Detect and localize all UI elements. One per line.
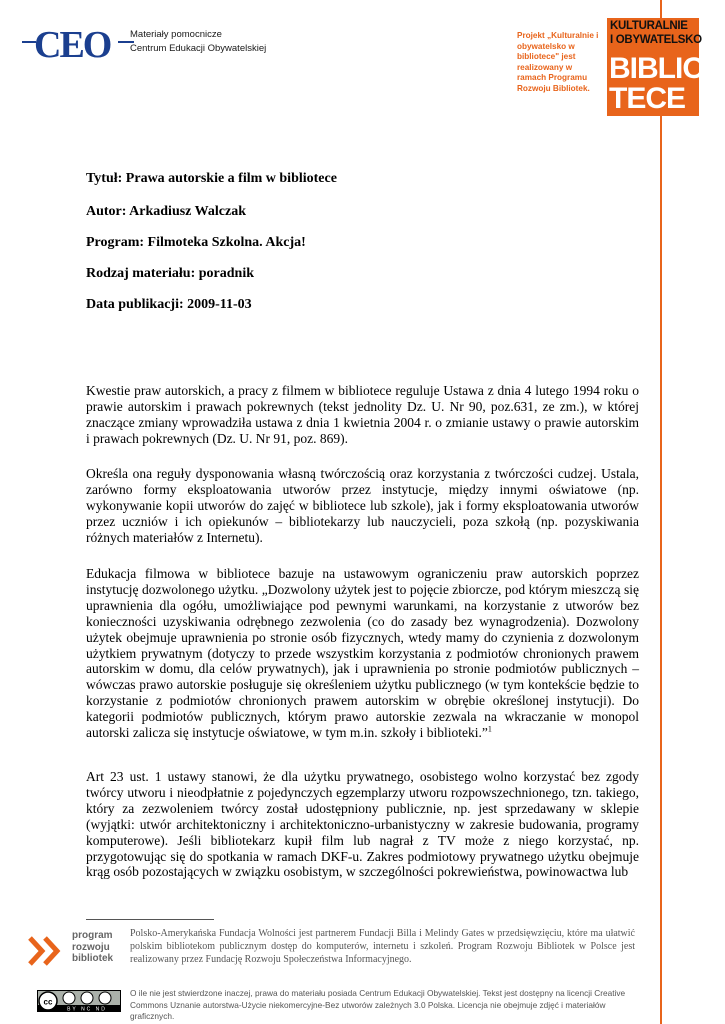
paragraph-3 [86, 566, 639, 741]
cc-label: BY NC ND [67, 1006, 107, 1013]
badge-line2: I OBYWATELSKO [610, 34, 702, 46]
paragraph-4 [86, 769, 639, 880]
paragraph-2-text: Określa ona reguły dysponowania własną twórczością oraz korzystania z twórczości cudzej. Ustala, zarówno formy eksploatowania utworów przez instytucje, między innymi oświatowe (np. wykonywanie kopii utworów do zajęć w bibliotece lub szkole), jak i formy eksploatowania utworów przez uczniów i ich opiekunów – bibliotekarzy lub nauczycieli, poza szkołą (np. pozyskiwania różnych materiałów z Internetu). [86, 466, 639, 545]
paragraph-3-text: Edukacja filmowa w bibliotece bazuje na ustawowym ograniczeniu praw autorskich poprzez instytucję dozwolonego użytku. „Dozwolony użytek jest to pojęcie zbiorcze, pod którym mieszczą się uprawnienia dla ogółu, umożliwiające pod pewnymi warunkami, na korzystanie z utworów bez konieczności uzyskiwania odrębnego zezwolenia (co do zasady bez wynagrodzenia). Dozwolony użytek obejmuje uprawnienia po stronie osób fizycznych, wtedy mamy do czynienia z dozwolonym użytkiem prywatnym (dotyczy to przede wszystkim korzystania z podmiotów chronionych prawem autorskim w domu, dla celów prywatnych), jak i uprawnienia po stronie podmiotów publicznych – wówczas prawo autorskie posługuje się określeniem użytku publicznego (w tym kontekście będzie to korzystanie z podmiotów chronionych prawem autorskim w obrębie określonej instytucji). Do kategorii podmiotów publicznych, którym prawo autorskie zezwala na wkraczanie w monopol autorski zalicza się instytucje oświatowe, w tym m.in. szkoły i biblioteki.” [86, 566, 639, 741]
footnote-marker[interactable]: 1 [487, 724, 492, 734]
program-logo-line1: program [72, 930, 113, 941]
doc-title: Tytuł: Prawa autorskie a film w bibliotece [86, 171, 337, 186]
program-rozwoju-logo [72, 930, 113, 965]
ceo-logo-text: CEO [34, 24, 111, 66]
paragraph-1 [86, 383, 639, 447]
paragraph-1-text: Kwestie praw autorskich, a pracy z filmem w bibliotece reguluje Ustawa z dnia 4 lutego 1994 roku o prawie autorskim i prawach pokrewnych (tekst jednolity Dz. U. Nr 90, poz.631, ze zm.), w której znaczące zmiany wprowadziła ustawa z dnia 1 kwietnia 2004 r. o zmianie ustawy o prawie autorskim i prawach pokrewnych (Dz. U. Nr 91, poz. 869). [86, 383, 639, 446]
badge-line1: KULTURALNIE [610, 20, 688, 32]
project-note: Projekt „Kulturalnie i obywatelsko w bibliotece" jest realizowany w ramach Programu Rozwoju Bibliotek. [517, 31, 599, 93]
ceo-caption [130, 28, 266, 56]
badge-line4: TECE [609, 82, 686, 115]
program-logo-line3: bibliotek [72, 953, 114, 964]
kulturalnie-badge [607, 18, 714, 116]
badge-line3: BIBLIO- [609, 52, 714, 85]
orange-vertical-rule [660, 0, 662, 1024]
ceo-caption-line1: Materiały pomocnicze [130, 29, 222, 40]
doc-program: Program: Filmoteka Szkolna. Akcja! [86, 235, 306, 250]
program-logo-line2: rozwoju [72, 941, 110, 953]
doc-type: Rodzaj materiału: poradnik [86, 266, 254, 281]
footer-separator [86, 919, 214, 920]
license-note: O ile nie jest stwierdzone inaczej, prawa do materiału posiada Centrum Edukacji Obywatelskiej. Tekst jest dostępny na licencji Creative Commons Uznanie autorstwa-Użycie niekomercyjne-Bez utworów zależnych 3.0 Polska. Licencja nie obejmuje zdjęć i materiałów graficznych. [130, 988, 626, 1021]
doc-date: Data publikacji: 2009-11-03 [86, 297, 252, 312]
paragraph-4-text: Art 23 ust. 1 ustawy stanowi, że dla użytku prywatnego, osobistego wolno korzystać bez zgody twórcy utworu i nieodpłatnie z pojedynczych egzemplarzy utworu rozpowszechnionego, tzn. takiego, który za zezwoleniem twórcy został udostępniony publicznie, np. jest sprzedawany w sklepie (wyjątki: utwór architektoniczny i architektoniczno-urbanistyczny w zakresie budowania, programy komputerowe). Jeśli bibliotekarz kupił film lub nagrał z TV może z niego korzystać, np. przygotowując się do spotkania w ramach DKF-u. Zakres podmiotowy prywatnego użytku obejmuje krąg osób pozostających w związku osobistym, w szczególności pokrewieństwa, powinowactwa lub [86, 769, 639, 880]
doc-author: Autor: Arkadiusz Walczak [86, 204, 246, 219]
ceo-caption-line2: Centrum Edukacji Obywatelskiej [130, 43, 267, 54]
foundation-note: Polsko-Amerykańska Fundacja Wolności jest partnerem Fundacji Billa i Melindy Gates w przedsięwzięciu, które ma ułatwić polskim bibliotekom publicznym dostęp do komputerów, internetu i szkoleń. Program Rozwoju Bibliotek w Polsce jest realizowany przez Fundację Rozwoju Społeczeństwa Informacyjnego. [130, 928, 635, 965]
ceo-logo [22, 22, 134, 66]
double-chevron-icon [27, 934, 67, 968]
svg-text:cc: cc [43, 997, 53, 1007]
creative-commons-badge [37, 990, 121, 1012]
paragraph-2 [86, 466, 639, 546]
